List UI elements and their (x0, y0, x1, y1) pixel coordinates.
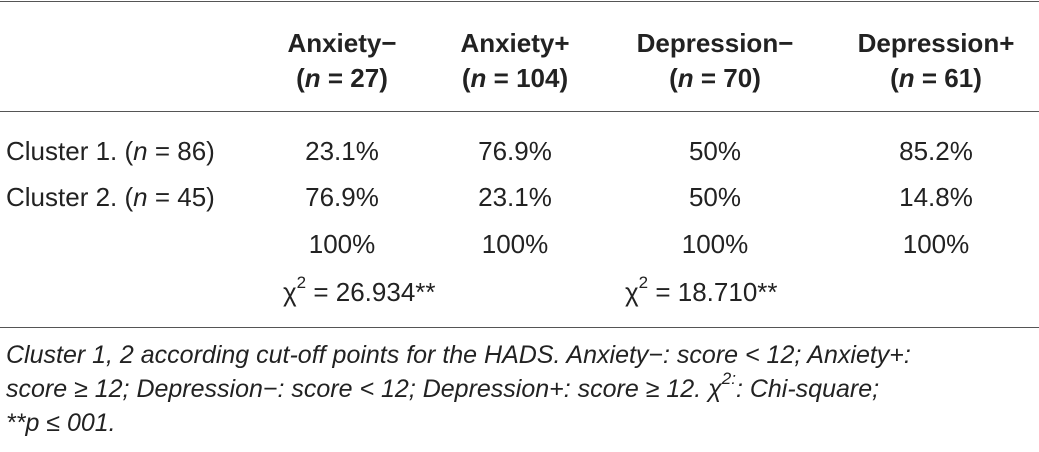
table-cell: 23.1% (478, 182, 552, 212)
table-cell: 50% (688, 182, 742, 212)
table-cell: 50% (688, 136, 742, 166)
column-header-n: (n = 27) (296, 63, 388, 93)
column-header-n: (n = 70) (669, 63, 761, 93)
table-cell-total: 100% (481, 229, 549, 259)
table-cell-total: 100% (902, 229, 970, 259)
column-header-name: Depression− (636, 28, 794, 58)
table-cell: 85.2% (899, 136, 973, 166)
footnote-line-3: **p ≤ 001. (6, 409, 116, 437)
table-cell: 76.9% (305, 182, 379, 212)
column-header-depression-minus (610, 26, 820, 96)
row-label-cluster-1: Cluster 1. (n = 86) (6, 136, 215, 166)
column-header-name: Anxiety+ (460, 28, 570, 58)
table-cell: 23.1% (305, 136, 379, 166)
chi-square-anxiety: $\chi^2 = 26.934**$ (283, 273, 436, 307)
footnote-line-1: Cluster 1, 2 according cut-off points for the HADS. Anxiety−: score < 12; Anxiety+: (6, 341, 911, 369)
column-header-depression-plus (836, 26, 1036, 96)
column-header-n: (n = 61) (890, 63, 982, 93)
table-top-rule (0, 1, 1039, 2)
column-header-anxiety-plus (430, 26, 600, 96)
table-cell: 14.8% (899, 182, 973, 212)
column-header-name: Anxiety− (287, 28, 397, 58)
column-header-name: Depression+ (857, 28, 1015, 58)
column-header-anxiety-minus (262, 26, 422, 96)
table-cell-total: 100% (308, 229, 376, 259)
chi-square-depression: $\chi^2 = 18.710**$ (625, 273, 778, 307)
table-cell: 76.9% (478, 136, 552, 166)
table-bottom-rule (0, 327, 1039, 328)
table-header-rule (0, 111, 1039, 112)
table-footnote (6, 338, 1036, 440)
footnote-line-2: score ≥ 12; Depression−: score < 12; Depression+: score ≥ 12. $\chi^{2:}$: Chi-square; (6, 369, 880, 403)
table-cell-total: 100% (681, 229, 749, 259)
row-label-cluster-2: Cluster 2. (n = 45) (6, 182, 215, 212)
column-header-n: (n = 104) (461, 63, 569, 93)
